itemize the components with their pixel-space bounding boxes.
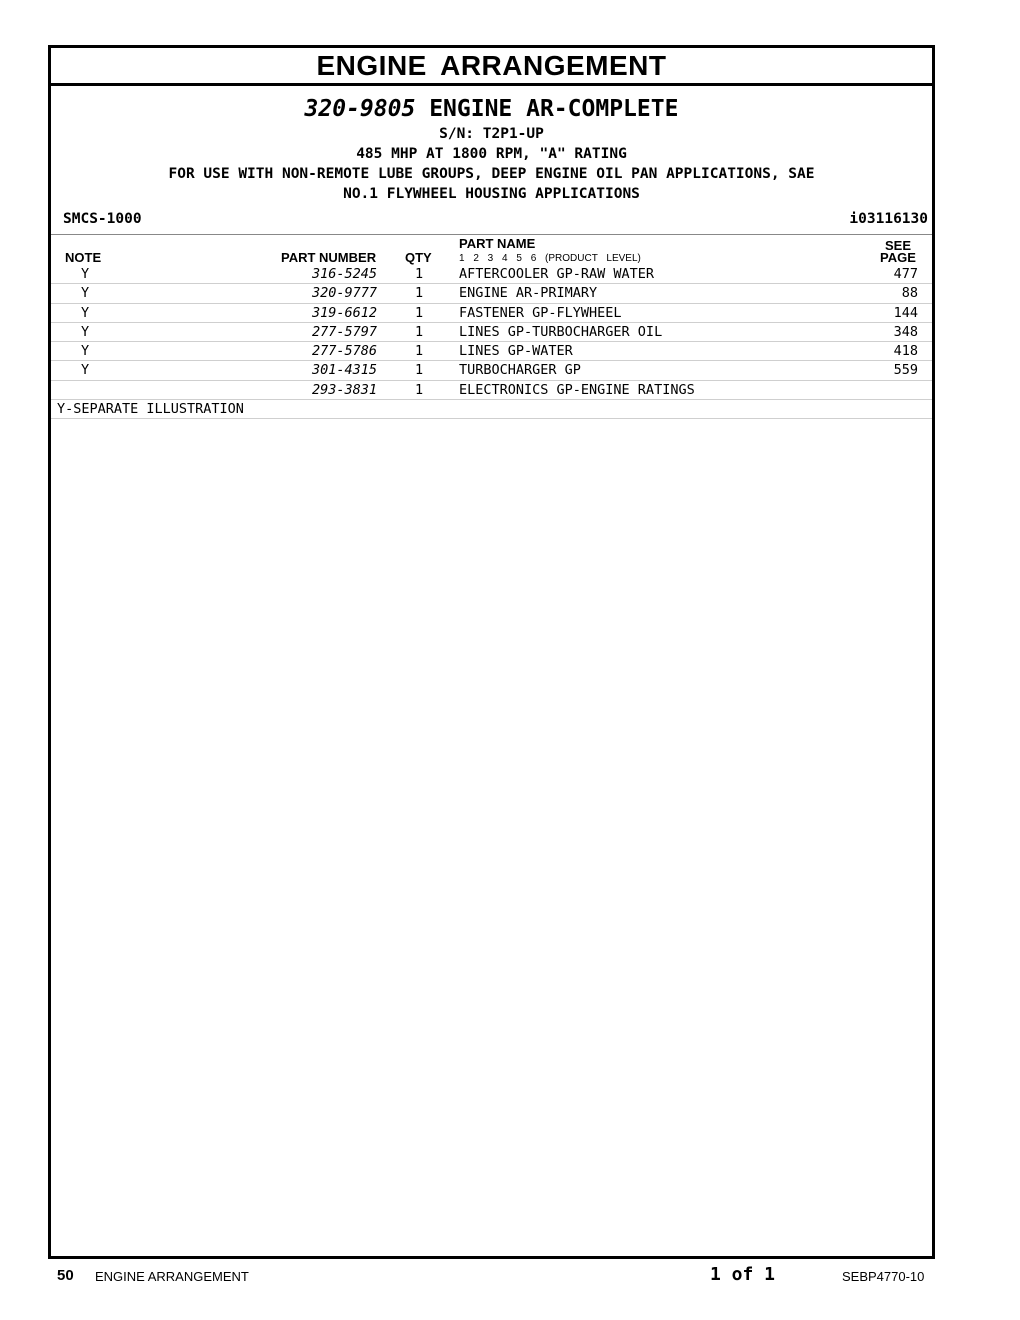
- row-see-page: 559: [893, 362, 918, 379]
- smcs-code: SMCS-1000: [63, 211, 142, 227]
- row-see-page: 144: [893, 304, 918, 321]
- table-row: [51, 381, 932, 400]
- table-row: [51, 323, 932, 342]
- footer-page-number: 50: [57, 1267, 74, 1284]
- row-part-number: 320-9777: [311, 285, 377, 302]
- assembly-header: [51, 94, 932, 204]
- assembly-part-number: 320-9805: [304, 96, 416, 122]
- row-qty: 1: [415, 381, 424, 398]
- table-row: [51, 342, 932, 361]
- row-part-name: TURBOCHARGER GP: [459, 362, 581, 379]
- illustration-id: i03116130: [849, 211, 928, 227]
- parts-page-frame: [48, 45, 935, 1259]
- row-part-name: AFTERCOOLER GP-RAW WATER: [459, 266, 655, 282]
- column-headers: [51, 235, 932, 265]
- row-part-name: ENGINE AR-PRIMARY: [459, 285, 598, 302]
- row-part-name: LINES GP-WATER: [459, 343, 573, 360]
- col-see: SEE: [885, 238, 912, 253]
- col-qty: QTY: [405, 250, 432, 265]
- assembly-part-name: ENGINE AR-COMPLETE: [429, 96, 679, 122]
- col-part-name: PART NAME: [459, 236, 536, 251]
- row-part-name: FASTENER GP-FLYWHEEL: [459, 304, 622, 321]
- serial-number-line: S/N: T2P1-UP: [439, 126, 544, 142]
- row-note: Y: [81, 323, 90, 340]
- section-title: ENGINE ARRANGEMENT: [51, 48, 932, 86]
- row-qty: 1: [415, 304, 424, 321]
- footer-page-of: 1 of 1: [710, 1264, 776, 1285]
- row-qty: 1: [415, 343, 424, 360]
- row-part-number: 301-4315: [311, 362, 377, 379]
- parts-list: [51, 265, 932, 400]
- row-note: Y: [81, 285, 90, 302]
- footer-doc-id: SEBP4770-10: [842, 1269, 925, 1284]
- row-part-number: 277-5786: [311, 343, 377, 360]
- row-see-page: 88: [901, 285, 918, 302]
- row-part-number: 293-3831: [311, 381, 377, 398]
- col-part-number: PART NUMBER: [281, 250, 377, 265]
- row-see-page: 477: [893, 266, 918, 282]
- table-row: [51, 265, 932, 284]
- row-part-number: 319-6612: [311, 304, 377, 321]
- row-note: Y: [81, 304, 90, 321]
- table-row: [51, 361, 932, 380]
- row-see-page: 418: [893, 343, 918, 360]
- footnote: Y-SEPARATE ILLUSTRATION: [51, 400, 932, 419]
- row-note: Y: [81, 343, 90, 360]
- page-footer: [0, 1264, 1020, 1288]
- col-product-levels: 1 2 3 4 5 6 (PRODUCT LEVEL): [459, 253, 641, 264]
- usage-line-2: NO.1 FLYWHEEL HOUSING APPLICATIONS: [343, 186, 640, 202]
- usage-line-1: FOR USE WITH NON-REMOTE LUBE GROUPS, DEEP ENGINE OIL PAN APPLICATIONS, SAE: [168, 166, 815, 182]
- row-see-page: 348: [893, 323, 918, 340]
- table-row: [51, 284, 932, 303]
- row-part-number: 277-5797: [311, 323, 377, 340]
- table-row: [51, 304, 932, 323]
- row-note: Y: [81, 362, 90, 379]
- row-qty: 1: [415, 266, 424, 282]
- row-part-number: 316-5245: [311, 266, 377, 282]
- rating-line: 485 MHP AT 1800 RPM, "A" RATING: [356, 146, 627, 162]
- row-part-name: LINES GP-TURBOCHARGER OIL: [459, 323, 663, 340]
- col-note: NOTE: [65, 250, 102, 265]
- assembly-title: [51, 94, 932, 124]
- row-part-name: ELECTRONICS GP-ENGINE RATINGS: [459, 381, 695, 398]
- footer-section: ENGINE ARRANGEMENT: [95, 1269, 249, 1284]
- row-qty: 1: [415, 323, 424, 340]
- row-note: Y: [81, 266, 90, 282]
- row-qty: 1: [415, 362, 424, 379]
- row-qty: 1: [415, 285, 424, 302]
- smcs-row: [51, 208, 932, 230]
- col-page: PAGE: [880, 250, 916, 265]
